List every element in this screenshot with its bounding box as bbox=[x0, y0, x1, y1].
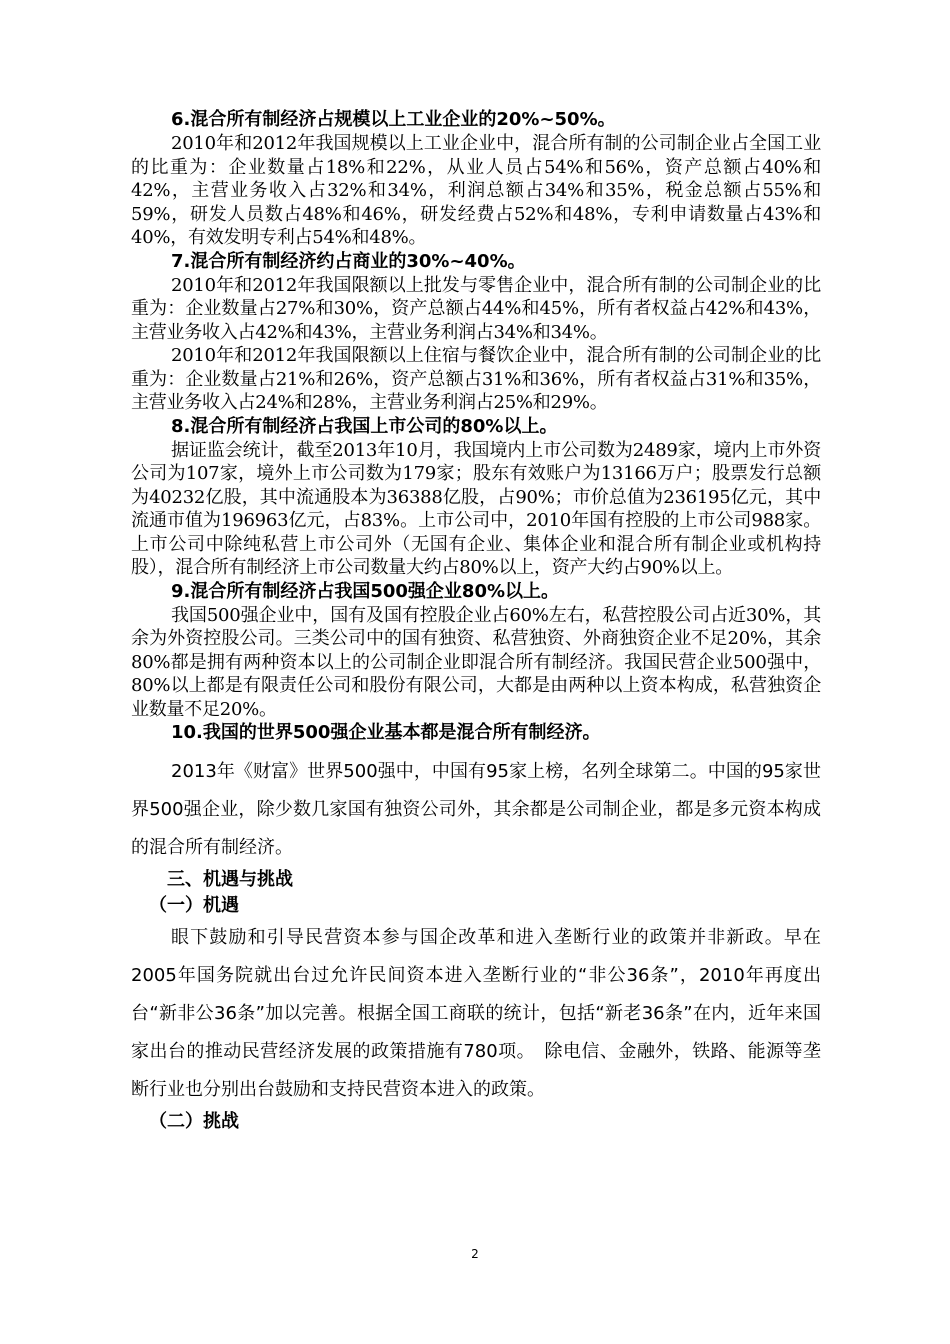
section-heading-3: 三、机遇与挑战 bbox=[167, 869, 293, 890]
paragraph-opportunity: 眼下鼓励和引导民营资本参与国企改革和进入垄断行业的政策并非新政。早在2005年国务院就出台过允许民间资本进入垄断行业的“非公36条”，2010年再度出台“新非公36条”加以完善。根据全国工商联的统计，包括“新老36条”在内，近年来国家出台的推动民营经济发展的政策措施有780项。 除电信、金融外，铁路、能源等垄断行业也分别出台鼓励和支持民营资本进入的政策。 bbox=[131, 927, 821, 1100]
heading-10: 10.我国的世界500强企业基本都是混合所有制经济。 bbox=[171, 722, 601, 743]
paragraph-7a: 2010年和2012年我国限额以上批发与零售企业中，混合所有制的公司制企业的比重为：企业数量占27%和30%，资产总额占44%和45%，所有者权益占42%和43%，主营业务收入占42%和43%，主营业务利润占34%和34%。 bbox=[131, 274, 821, 343]
paragraph-9: 我国500强企业中，国有及国有控股企业占60%左右，私营控股公司占近30%，其余为外资控股公司。三类公司中的国有独资、私营独资、外商独资企业不足20%，其余80%都是拥有两种资本以上的公司制企业即混合所有制经济。我国民营企业500强中，80%以上都是有限责任公司和股份有限公司，大都是由两种以上资本构成，私营独资企业数量不足20%。 bbox=[131, 604, 821, 720]
paragraph-8: 据证监会统计，截至2013年10月，我国境内上市公司数为2489家，境内上市外资公司为107家，境外上市公司数为179家；股东有效账户为13166万户；股票发行总额为40232亿股，其中流通股本为36388亿股，占90%；市价总值为236195亿元，其中流通市值为196963亿元，占83%。上市公司中，2010年国有控股的上市公司988家。上市公司中除纯私营上市公司外（无国有企业、集体企业和混合所有制企业或机构持股），混合所有制经济上市公司数量大约占80%以上，资产大约占90%以上。 bbox=[131, 439, 821, 578]
subheading-challenge: （二）挑战 bbox=[149, 1111, 239, 1132]
paragraph-10: 2013年《财富》世界500强中，中国有95家上榜，名列全球第二。中国的95家世界500强企业，除少数几家国有独资公司外，其余都是公司制企业，都是多元资本构成的混合所有制经济。 bbox=[131, 761, 821, 858]
heading-8: 8.混合所有制经济占我国上市公司的80%以上。 bbox=[171, 415, 558, 437]
heading-7: 7.混合所有制经济约占商业的30%~40%。 bbox=[171, 250, 526, 272]
heading-9: 9.混合所有制经济占我国500强企业80%以上。 bbox=[171, 580, 560, 602]
heading-6: 6.混合所有制经济占规模以上工业企业的20%~50%。 bbox=[171, 109, 616, 130]
paragraph-7b: 2010年和2012年我国限额以上住宿与餐饮企业中，混合所有制的公司制企业的比重为：企业数量占21%和26%，资产总额占31%和36%，所有者权益占31%和35%，主营业务收入占24%和28%，主营业务利润占25%和29%。 bbox=[131, 345, 821, 413]
page-number: 2 bbox=[471, 1247, 479, 1261]
paragraph-6: 2010年和2012年我国规模以上工业企业中，混合所有制的公司制企业占全国工业的比重为：企业数量占18%和22%，从业人员占54%和56%，资产总额占40%和42%，主营业务收入占32%和34%，利润总额占34%和35%，税金总额占55%和59%，研发人员数占48%和46%，研发经费占52%和48%，专利申请数量占43%和40%，有效发明专利占54%和48%。 bbox=[131, 133, 821, 248]
document-page bbox=[131, 108, 821, 1135]
subheading-opportunity: （一）机遇 bbox=[149, 895, 239, 916]
